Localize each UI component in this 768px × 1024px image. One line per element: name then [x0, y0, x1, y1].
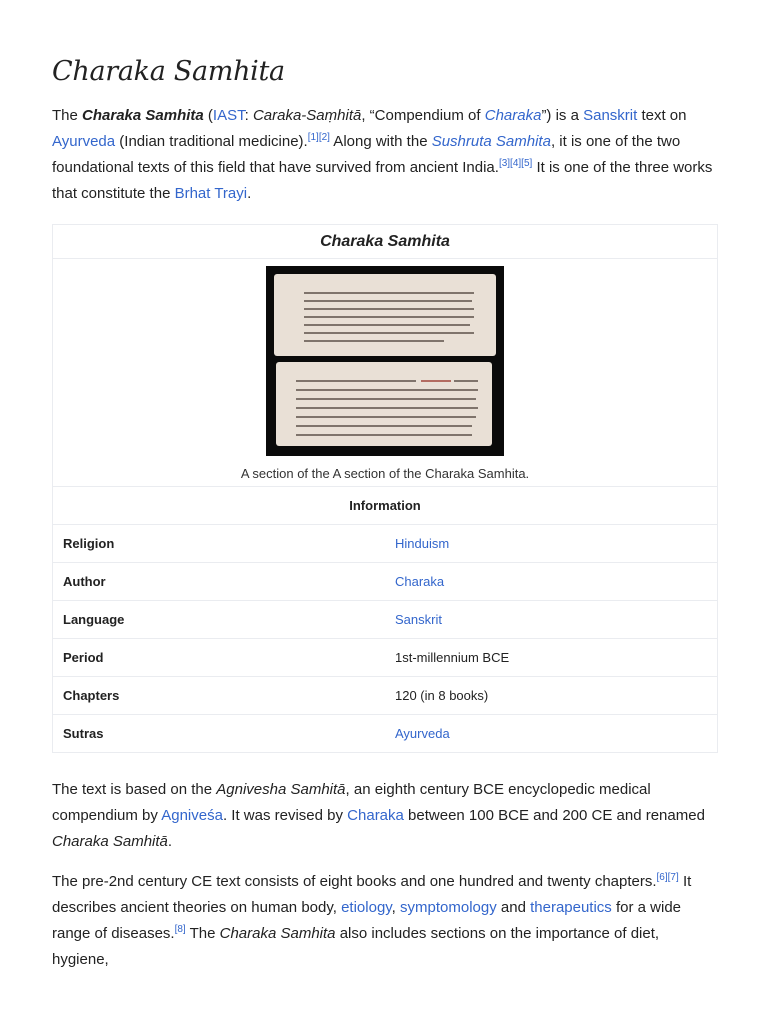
row-label: Sutras [63, 726, 104, 741]
reference-6-7[interactable]: [6][7] [656, 872, 679, 883]
link-ayurveda[interactable]: Ayurveda [52, 133, 116, 150]
reference-3-5[interactable]: [3][4][5] [498, 158, 533, 169]
page-title: Charaka Samhita [52, 56, 285, 87]
image-caption: A section of the A section of the Charaka Samhita. [240, 466, 530, 481]
row-label: Language [63, 612, 125, 627]
link-symptomology[interactable]: symptomology [400, 899, 497, 916]
row-value-link[interactable]: Ayurveda [395, 726, 450, 741]
row-label: Chapters [63, 688, 120, 703]
reference-1-2[interactable]: [1][2] [307, 132, 330, 143]
infobox-row-chapters [53, 677, 717, 715]
infobox-image-row [53, 259, 717, 487]
manuscript-leaf-top [274, 274, 496, 356]
row-value-link[interactable]: Charaka [395, 574, 445, 589]
reference-8[interactable]: [8] [174, 924, 186, 935]
row-value: 1st-millennium BCE [395, 650, 510, 665]
infobox [52, 224, 718, 753]
infobox-row-language [53, 601, 717, 639]
bold-title: Charaka Samhita [82, 107, 204, 124]
link-therapeutics[interactable]: therapeutics [530, 899, 612, 916]
row-value: 120 (in 8 books) [395, 688, 489, 703]
link-agnivesa[interactable]: Agniveśa [161, 807, 223, 824]
infobox-row-author [53, 563, 717, 601]
link-iast[interactable]: IAST [212, 107, 245, 124]
paragraph-3: The pre-2nd century CE text consists of eight books and one hundred and twenty chapters.[6][7] It describes ancient theories on human body, etiology, symptomology and therapeutics for a wide range of diseases.[8] The Charaka Samhita also includes sections on the importance of diet, hygiene, [52, 872, 692, 968]
link-charaka[interactable]: Charaka [484, 107, 542, 124]
link-sanskrit[interactable]: Sanskrit [583, 107, 638, 124]
manuscript-leaf-bottom [276, 362, 492, 446]
infobox-row-religion [53, 525, 717, 563]
row-label: Period [63, 650, 104, 665]
infobox-section-header: Information [53, 487, 717, 525]
link-brhat-trayi[interactable]: Brhat Trayi [174, 185, 248, 202]
infobox-row-period [53, 639, 717, 677]
link-charaka-2[interactable]: Charaka [347, 807, 404, 824]
link-sushruta-samhita[interactable]: Sushruta Samhita [431, 133, 551, 150]
paragraph-2: The text is based on the Agnivesha Samhitā, an eighth century BCE encyclopedic medical compendium by Agniveśa. It was revised by Charaka between 100 BCE and 200 CE and renamed Charaka Samhitā. [52, 781, 705, 850]
row-value-link[interactable]: Sanskrit [395, 612, 442, 627]
infobox-row-sutras [53, 715, 717, 752]
infobox-title: Charaka Samhita [53, 225, 717, 259]
intro-paragraph: The Charaka Samhita (IAST: Caraka-Saṃhitā, “Compendium of Charaka”) is a Sanskrit text on Ayurveda (Indian traditional medicine).[1][2] Along with the Sushruta Samhita, it is one of the two foundational texts of this field that have survived from ancient India.[3][4][5] It is one of the three works that constitute the Brhat Trayi. [52, 107, 713, 202]
row-value-link[interactable]: Hinduism [395, 536, 450, 551]
row-label: Religion [63, 536, 115, 551]
row-label: Author [63, 574, 106, 589]
link-etiology[interactable]: etiology [341, 899, 392, 916]
manuscript-image[interactable] [266, 266, 504, 456]
